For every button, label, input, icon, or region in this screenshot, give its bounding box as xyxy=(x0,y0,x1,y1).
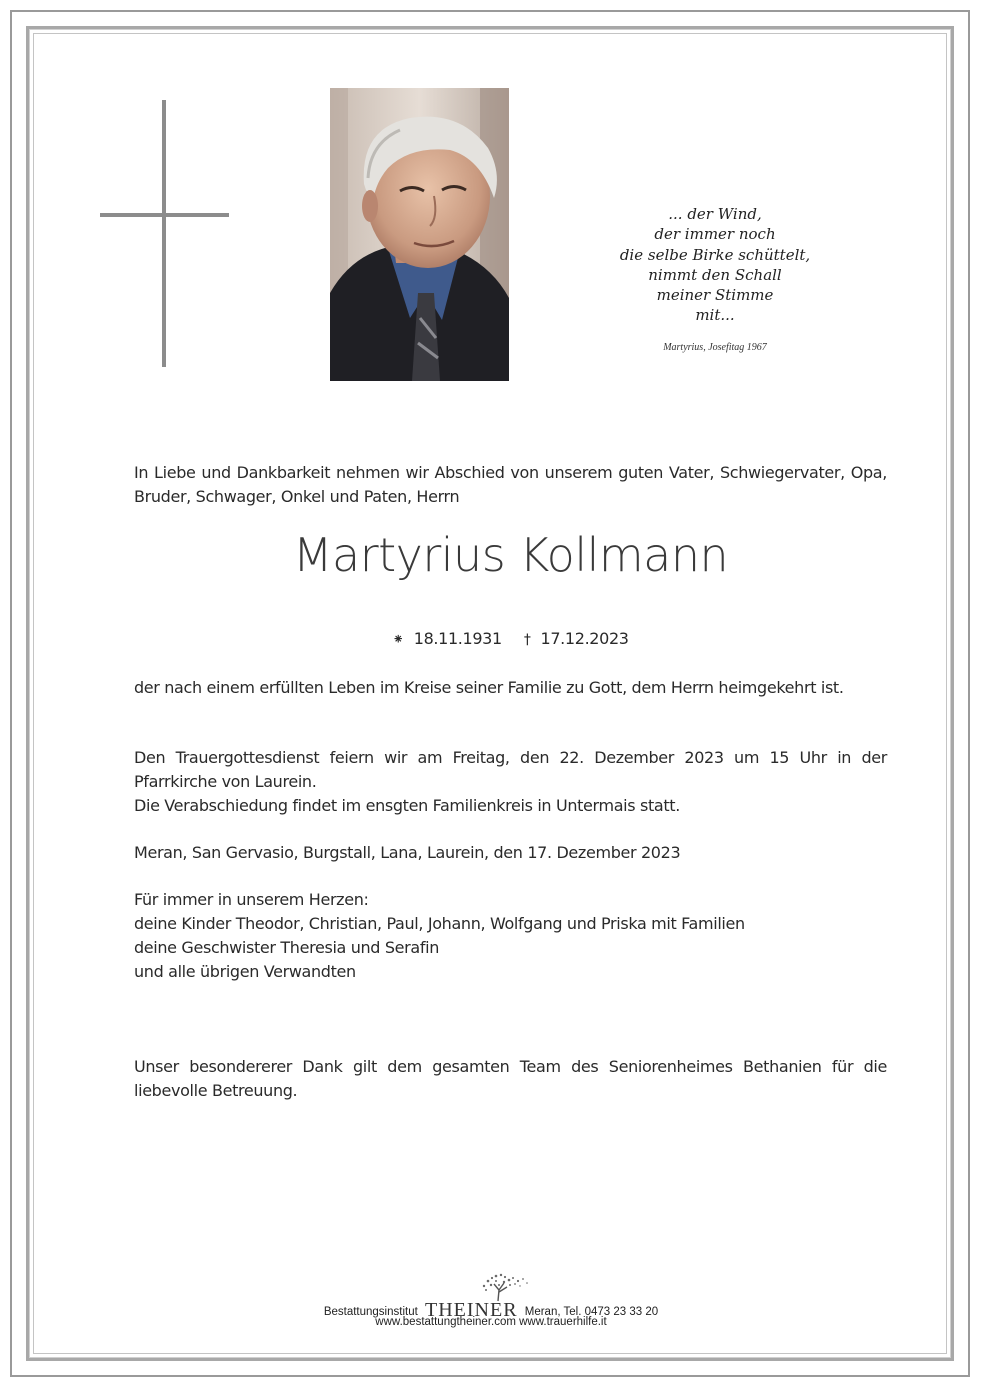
cross-horizontal-bar xyxy=(100,213,229,217)
poem-line: der immer noch xyxy=(654,225,776,244)
mourners-heading: Für immer in unserem Herzen: xyxy=(134,890,369,909)
service-text: Den Trauergottesdienst feiern wir am Freitag, den 22. Dezember 2023 um 15 Uhr in der Pfarrkirche von Laurein. xyxy=(134,748,887,791)
poem-line: die selbe Birke schüttelt, xyxy=(619,245,811,264)
intro-text: In Liebe und Dankbarkeit nehmen wir Abschied von unserem guten Vater, Schwiegervater, Opa, Bruder, Schwager, Onkel und Paten, Herrn xyxy=(134,463,887,506)
cross-vertical-bar xyxy=(162,100,166,367)
death-cross-icon: † xyxy=(523,632,531,648)
place-date: Meran, San Gervasio, Burgstall, Lana, Laurein, den 17. Dezember 2023 xyxy=(134,843,681,862)
footer-contact: Meran, Tel. 0473 23 33 20 xyxy=(524,1306,659,1318)
footer-brand-logo: THEINER xyxy=(425,1299,518,1321)
death-date: 17.12.2023 xyxy=(540,629,629,648)
poem-line: ... der Wind, xyxy=(668,205,762,223)
poem-line: meiner Stimme xyxy=(656,286,774,305)
mourners-line: deine Kinder Theodor, Christian, Paul, Johann, Wolfgang und Priska mit Familien xyxy=(134,914,745,933)
thanks-text: Unser besondererer Dank gilt dem gesamten Team des Seniorenheimes Bethanien für die liebevolle Betreuung. xyxy=(134,1057,887,1100)
life-dates xyxy=(134,627,887,652)
mourners-line: deine Geschwister Theresia und Serafin xyxy=(134,938,440,957)
deceased-name: Martyrius Kollmann xyxy=(292,528,729,582)
mourners xyxy=(134,888,887,984)
footer-prefix: Bestattungsinstitut xyxy=(323,1306,418,1318)
poem-line: mit... xyxy=(695,306,735,325)
poem-line: nimmt den Schall xyxy=(648,265,782,284)
farewell-text: Die Verabschiedung findet im ensgten Familienkreis in Untermais statt. xyxy=(134,796,680,815)
mourners-line: und alle übrigen Verwandten xyxy=(134,962,356,981)
poem-source: Martyrius, Josefitag 1967 xyxy=(663,342,767,353)
portrait-photo xyxy=(330,88,509,381)
footer-websites[interactable]: www.bestattungtheiner.com www.trauerhilfe.it xyxy=(375,1316,607,1328)
birth-date: 18.11.1931 xyxy=(413,629,502,648)
after-name-text: der nach einem erfüllten Leben im Kreise seiner Familie zu Gott, dem Herrn heimgekehrt ist. xyxy=(134,678,844,697)
birth-star-icon: ⁕ xyxy=(392,632,404,648)
poem xyxy=(600,204,830,326)
